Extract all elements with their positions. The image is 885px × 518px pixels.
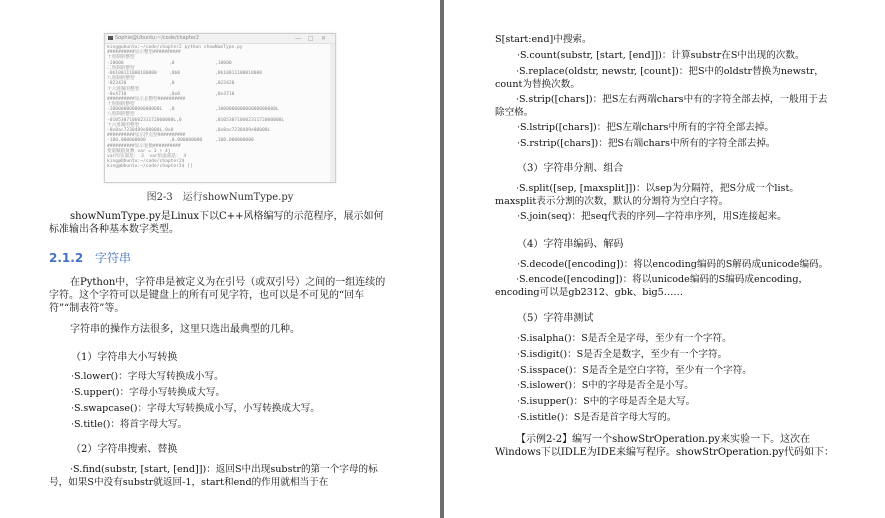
subheading: （2）字符串搜索、替换 bbox=[71, 444, 178, 455]
right-page bbox=[444, 0, 885, 518]
terminal-cell: 变量赋值复数 var = 3 + 4j bbox=[107, 148, 171, 154]
terminal-cell: ,100.000000000 bbox=[215, 138, 254, 144]
terminal-cell: 十进制的整型 bbox=[107, 102, 135, 108]
terminal-cell: king@Ubuntu:~/code/chapter2$ bbox=[107, 159, 185, 165]
list-item: ·S.join(seq)：把seq代表的序列—字符串序列，用S连接起来。 bbox=[517, 211, 787, 222]
terminal-cell: 八进制的整型 bbox=[107, 76, 135, 82]
list-item: ·S.upper()：字母小写转换成大写。 bbox=[71, 387, 226, 398]
terminal-cell: 十进制的整型 bbox=[107, 55, 135, 61]
terminal-window-title: Sophie@Ubuntu:~/code/chapter2 bbox=[115, 35, 200, 41]
terminal-cell: ,0b0 bbox=[169, 70, 181, 76]
list-item: ·S.isupper()：S中的字母是否全是大写。 bbox=[517, 396, 696, 407]
terminal-screenshot-figure bbox=[104, 33, 336, 183]
terminal-scrollbar bbox=[330, 44, 335, 182]
terminal-cell: -200000000000000000L bbox=[107, 107, 163, 113]
terminal-cell: king@Ubuntu:~/code/chapter2$ [] bbox=[107, 164, 193, 170]
terminal-cell: ,0b10011100010000 bbox=[215, 70, 263, 76]
list-item: ·S.isspace()：S是否全是空白字符，至少有一个字符。 bbox=[517, 365, 752, 376]
terminal-cell: ,01053071060231172000000L bbox=[215, 117, 285, 123]
terminal-cell: -023420 bbox=[107, 81, 127, 87]
terminal-cell: 八进制的整型 bbox=[107, 112, 135, 118]
list-item: ·S.islower()：S中的字母是否全是小写。 bbox=[517, 380, 694, 391]
terminal-cell: ,10000 bbox=[215, 60, 232, 66]
example-paragraph: 【示例2-2】编写一个showStrOperation.py来实验一下。这次在Windows下以IDLE为IDE来编写程序。showStrOperation.py代码如下： bbox=[495, 434, 834, 458]
terminal-cell: 十六进制的整型 bbox=[107, 122, 140, 128]
subheading: （5）字符串测试 bbox=[517, 313, 594, 324]
terminal-cell: -20000 bbox=[107, 60, 124, 66]
paragraph: 字符串的操作方法很多，这里只选出最典型的几种。 bbox=[70, 324, 300, 335]
terminal-cell: var的实部是： 3 var的虚部是： 4 bbox=[107, 153, 187, 159]
list-item: ·S.split([sep, [maxsplit]])：以sep为分隔符，把S分成一个list。maxsplit表示分割的次数，默认的分割符为空白字符。 bbox=[495, 183, 799, 207]
terminal-cell: ,023420 bbox=[215, 81, 235, 87]
terminal-cell: -0b100111000100000 bbox=[107, 70, 157, 76]
section-title: 字符串 bbox=[95, 251, 132, 265]
left-page bbox=[0, 0, 440, 518]
minimize-icon: — bbox=[295, 35, 301, 42]
terminal-cell: 十六进制的整型 bbox=[107, 86, 140, 92]
terminal-cell: ,100000000000000000000L bbox=[215, 107, 279, 113]
section-heading bbox=[49, 249, 131, 266]
list-item: ·S.encode([encoding])：将以unicode编码的S编码成encoding，encoding可以是gb2312、gbk、big5…… bbox=[495, 274, 809, 298]
terminal-line bbox=[107, 164, 333, 169]
terminal-cell: ##########显示整型########## bbox=[107, 50, 181, 56]
terminal-cell: ,0 bbox=[169, 81, 175, 87]
list-item: ·S.isalpha()：S是否全是字母，至少有一个字符。 bbox=[517, 333, 732, 344]
list-item: ·S.swapcase()：字母大写转换成小写，小写转换成大写。 bbox=[71, 403, 320, 414]
maximize-icon: □ bbox=[308, 35, 314, 42]
list-item: ·S.lower()：字母大写转换成小写。 bbox=[71, 371, 224, 382]
list-item: ·S.title()：将首字母大写。 bbox=[71, 419, 188, 430]
terminal-cell: -0x4710 bbox=[107, 91, 127, 97]
list-item: ·S.decode([encoding])：将以encoding编码的S解码成unicode编码。 bbox=[517, 259, 829, 270]
terminal-cell: -0x8ac7230489e80000L,0x0 bbox=[107, 128, 174, 133]
terminal-cell: king@ubuntu:~/code/chapter2 python showNumType.py bbox=[107, 45, 243, 50]
subheading: （3）字符串分割、组合 bbox=[517, 163, 624, 174]
list-item: ·S.count(substr, [start, [end]])：计算substr在S中出现的次数。 bbox=[517, 50, 805, 61]
paragraph: showNumType.py是Linux下以C++风格编写的示范程序，展示如何标准输出各种基本数字类型。 bbox=[49, 211, 384, 235]
terminal-cell: -100.000000000 bbox=[107, 138, 146, 144]
terminal-cell: ##########显示长整型########## bbox=[107, 96, 186, 102]
list-item: ·S.rstrip([chars])：把S右端chars中所有的字符全部去掉。 bbox=[517, 138, 776, 149]
list-item: ·S.isdigit()：S是否全是数字，至少有一个字符。 bbox=[517, 349, 728, 360]
close-icon: ✕ bbox=[321, 35, 327, 42]
terminal-titlebar bbox=[105, 34, 335, 44]
terminal-cell: -01053071060231172000000L,0 bbox=[107, 117, 182, 123]
terminal-output bbox=[107, 45, 333, 181]
terminal-cell: 二进制的整型 bbox=[107, 65, 135, 71]
figure-caption: 图2-3 运行showNumType.py bbox=[146, 192, 294, 203]
terminal-cell: ##########显示复数########## bbox=[107, 143, 181, 149]
terminal-cell: ,0x8ac7230489e80000L bbox=[215, 128, 271, 133]
paragraph: 在Python中，字符串是被定义为在引号（或双引号）之间的一组连续的字符。这个字符可以是键盘上的所有可见字符，也可以是不可见的“回车符”“制表符”等。 bbox=[49, 277, 386, 314]
list-item: ·S.strip([chars])：把S左右两端chars中有的字符全部去掉，一般用于去除空格。 bbox=[495, 94, 828, 118]
list-item: ·S.find(substr, [start, [end]])：返回S中出现substr的第一个字母的标号，如果S中没有substr就返回-1，start和end的作用就相当于在 bbox=[49, 464, 378, 488]
terminal-cell: ,0 bbox=[169, 107, 175, 113]
terminal-cell: ,0x0 bbox=[169, 91, 181, 97]
section-number: 2.1.2 bbox=[49, 251, 84, 265]
list-item: ·S.istitle()：S是否是首字母大写的。 bbox=[517, 412, 677, 423]
terminal-cell: ##########显示浮点型########## bbox=[107, 133, 186, 139]
terminal-icon bbox=[108, 36, 113, 40]
paragraph-continuation: S[start:end]中搜索。 bbox=[495, 34, 592, 45]
terminal-cell: ,0 bbox=[169, 60, 175, 66]
subheading: （4）字符串编码、解码 bbox=[517, 239, 624, 250]
terminal-cell: ,0x4710 bbox=[215, 91, 235, 97]
subheading: （1）字符串大小写转换 bbox=[71, 352, 178, 363]
list-item: ·S.lstrip([chars])：把S左端chars中所有的字符全部去掉。 bbox=[517, 122, 774, 133]
list-item: ·S.replace(oldstr, newstr, [count])：把S中的oldstr替换为newstr，count为替换次数。 bbox=[495, 66, 824, 90]
terminal-cell: ,0.000000000 bbox=[169, 138, 203, 144]
